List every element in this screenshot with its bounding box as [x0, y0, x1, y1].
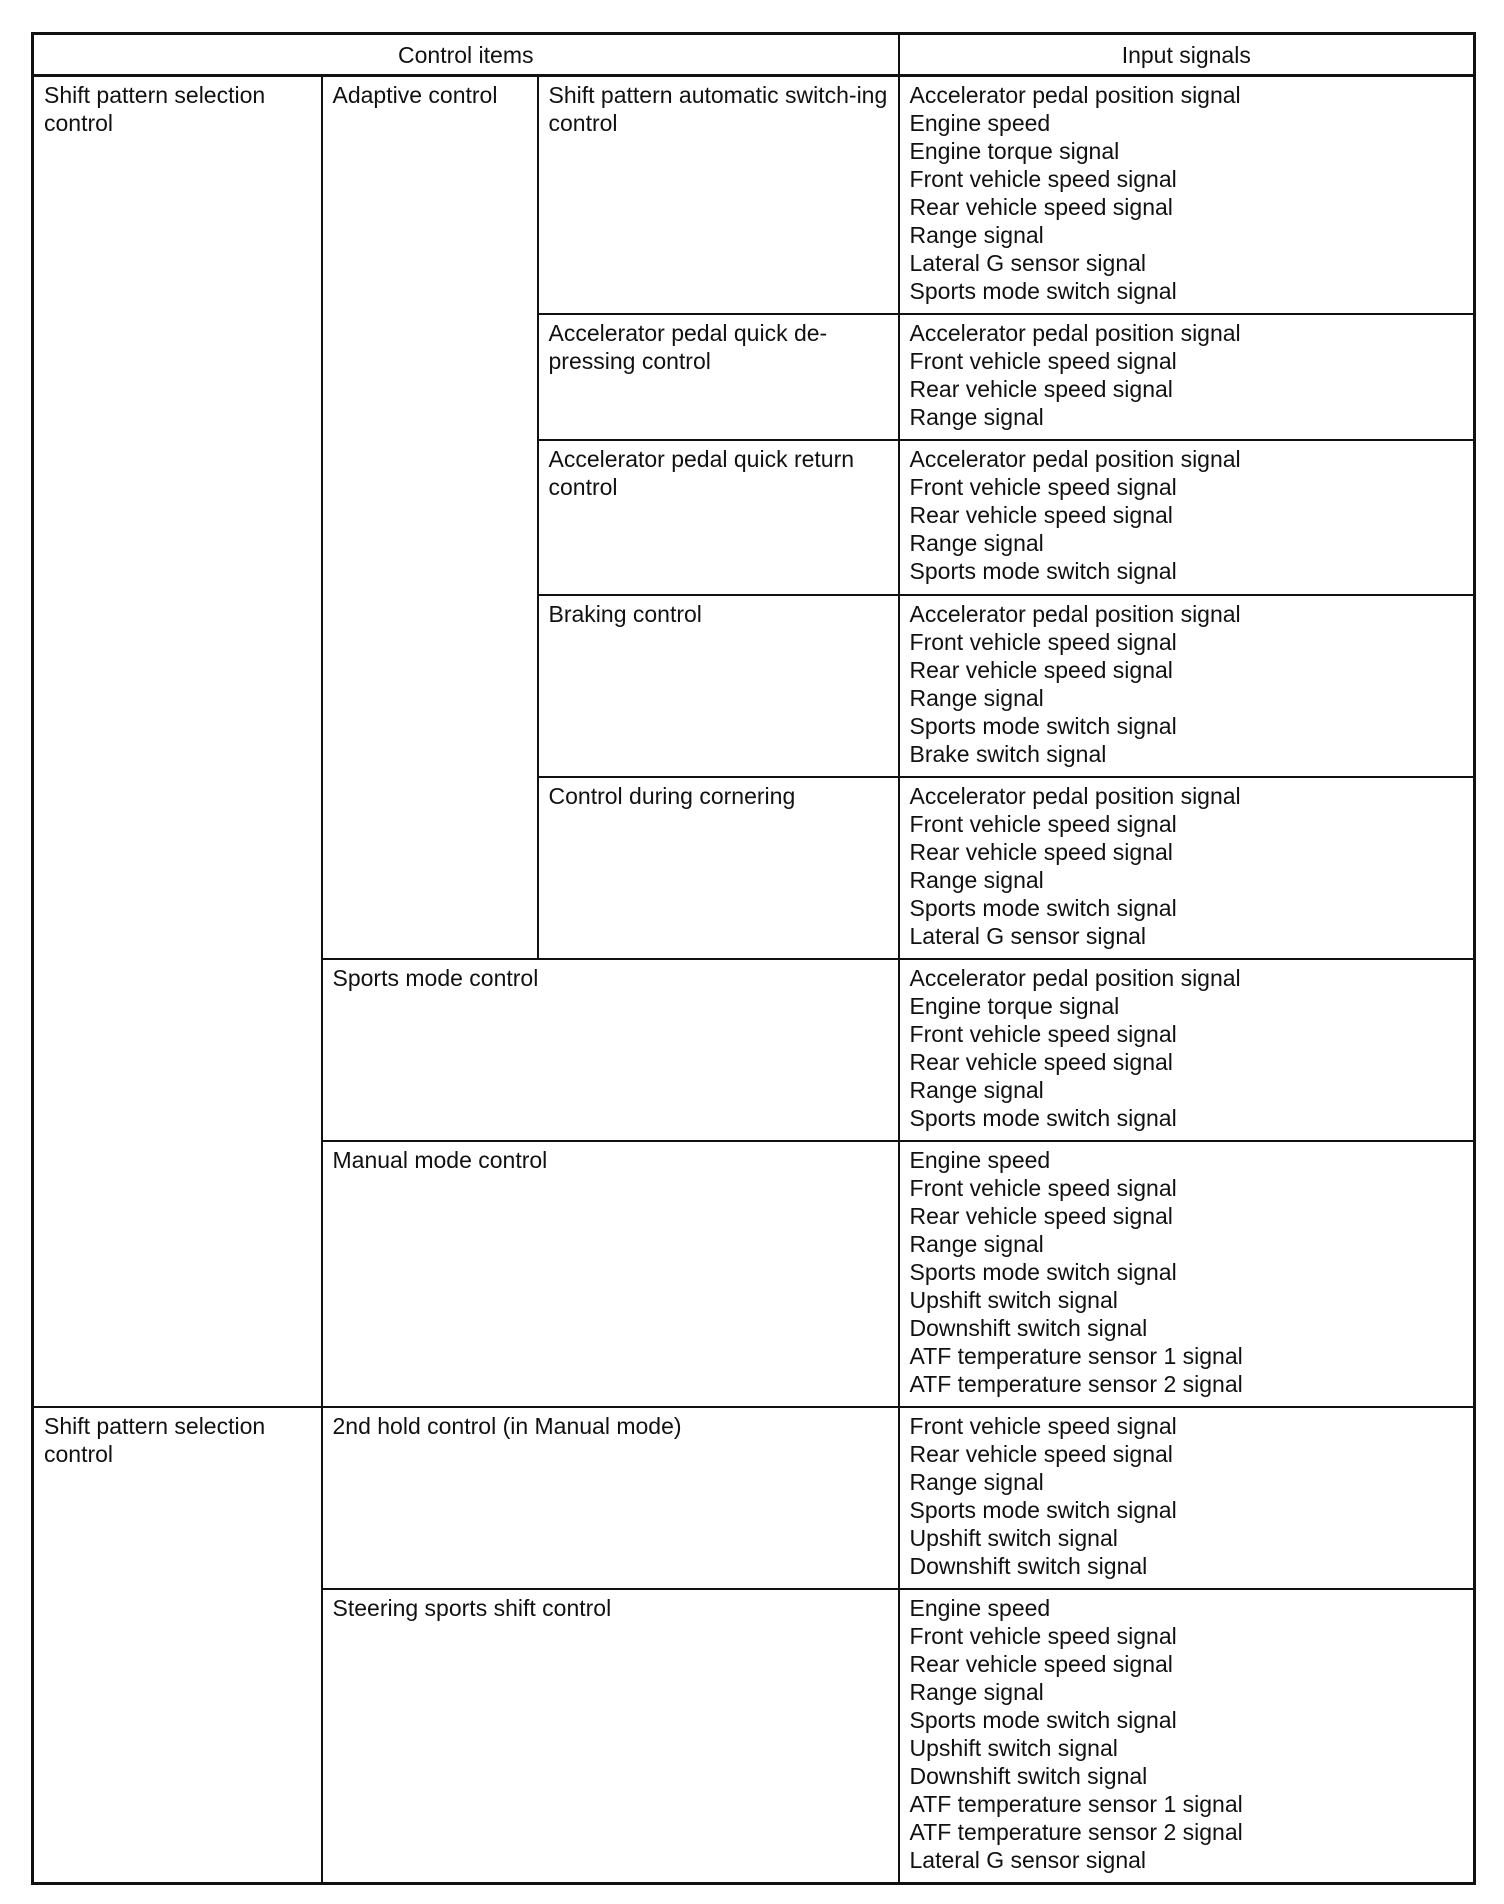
input-signal: ATF temperature sensor 2 signal — [909, 1818, 1243, 1845]
control-item-label: Control during cornering — [548, 782, 796, 809]
input-signal: Lateral G sensor signal — [909, 1846, 1147, 1873]
input-signal: Rear vehicle speed signal — [909, 194, 1173, 220]
input-signal: Sports mode switch signal — [909, 557, 1177, 584]
control-item-cell — [538, 777, 899, 959]
group-label: Shift pattern selection control — [44, 1412, 266, 1467]
signals-cell — [899, 595, 1475, 777]
subgroup-label: Adaptive control — [332, 82, 498, 108]
table-row — [33, 76, 1475, 314]
input-signal: Engine speed — [909, 1594, 1051, 1621]
input-signal: Accelerator pedal position signal — [909, 600, 1241, 627]
input-signal: Sports mode switch signal — [909, 1104, 1177, 1131]
signals-cell — [899, 1589, 1475, 1884]
control-item-label: Braking control — [548, 600, 702, 627]
group-label-cell — [33, 1407, 322, 1884]
signals-cell — [899, 440, 1475, 595]
input-signal: Rear vehicle speed signal — [909, 1202, 1173, 1229]
input-signal: Front vehicle speed signal — [909, 347, 1177, 374]
input-signal: Front vehicle speed signal — [909, 1020, 1177, 1047]
input-signal: Range signal — [909, 1230, 1044, 1257]
input-signal: Downshift switch signal — [909, 1314, 1148, 1341]
input-signal: Downshift switch signal — [909, 1552, 1148, 1579]
input-signal: Range signal — [909, 866, 1044, 893]
control-item-label: Shift pattern automatic switch-ing control — [548, 82, 888, 136]
input-signal: Range signal — [909, 1076, 1044, 1103]
input-signal: Engine speed — [909, 1146, 1051, 1173]
control-input-table — [31, 32, 1476, 1885]
input-signal: Sports mode switch signal — [909, 1706, 1177, 1733]
input-signal: ATF temperature sensor 2 signal — [909, 1370, 1243, 1397]
input-signal: Front vehicle speed signal — [909, 628, 1177, 655]
input-signal: Range signal — [909, 529, 1044, 556]
input-signal: Lateral G sensor signal — [909, 250, 1147, 276]
input-signal: Rear vehicle speed signal — [909, 1048, 1173, 1075]
control-item-label: 2nd hold control (in Manual mode) — [332, 1412, 682, 1439]
subgroup-label-cell — [322, 76, 538, 959]
input-signal: Rear vehicle speed signal — [909, 656, 1173, 683]
group-label-cell — [33, 76, 322, 1407]
input-signal: Downshift switch signal — [909, 1762, 1148, 1789]
input-signal: Range signal — [909, 1678, 1044, 1705]
group-label: Shift pattern selection control — [44, 82, 266, 136]
signals-cell — [899, 1141, 1475, 1407]
table-row — [33, 1407, 1475, 1589]
input-signal: Front vehicle speed signal — [909, 1622, 1177, 1649]
control-item-label: Sports mode control — [332, 964, 539, 991]
input-signal: Accelerator pedal position signal — [909, 319, 1241, 346]
input-signal: Accelerator pedal position signal — [909, 82, 1241, 108]
input-signal: Front vehicle speed signal — [909, 1412, 1177, 1439]
control-item-label: Manual mode control — [332, 1146, 548, 1173]
input-signal: Accelerator pedal position signal — [909, 445, 1241, 472]
input-signal: Range signal — [909, 403, 1044, 430]
input-signal: Sports mode switch signal — [909, 894, 1177, 921]
control-item-label: Accelerator pedal quick de-pressing control — [548, 319, 828, 374]
table-header-row — [33, 34, 1475, 76]
control-item-label: Accelerator pedal quick return control — [548, 445, 855, 500]
input-signal: Range signal — [909, 1468, 1044, 1495]
signals-cell — [899, 959, 1475, 1141]
input-signal: Range signal — [909, 684, 1044, 711]
input-signal: Sports mode switch signal — [909, 712, 1177, 739]
input-signal: Engine torque signal — [909, 992, 1120, 1019]
input-signal: Front vehicle speed signal — [909, 1174, 1177, 1201]
input-signal: Rear vehicle speed signal — [909, 375, 1173, 402]
input-signal: Brake switch signal — [909, 740, 1107, 767]
input-signal: Sports mode switch signal — [909, 1258, 1177, 1285]
input-signal: Engine torque signal — [909, 138, 1120, 164]
control-item-cell — [322, 959, 899, 1141]
input-signal: Rear vehicle speed signal — [909, 1650, 1173, 1677]
control-item-cell — [538, 76, 899, 314]
input-signal: Upshift switch signal — [909, 1524, 1118, 1551]
control-item-cell — [538, 595, 899, 777]
input-signal: Lateral G sensor signal — [909, 922, 1147, 949]
input-signal: Front vehicle speed signal — [909, 166, 1177, 192]
input-signal: Accelerator pedal position signal — [909, 964, 1241, 991]
control-item-label: Steering sports shift control — [332, 1594, 612, 1621]
signals-cell — [899, 314, 1475, 440]
control-item-cell — [538, 440, 899, 595]
input-signal: Accelerator pedal position signal — [909, 782, 1241, 809]
input-signal: Engine speed — [909, 110, 1051, 136]
control-item-cell — [538, 314, 899, 440]
input-signal: ATF temperature sensor 1 signal — [909, 1342, 1243, 1369]
signals-cell — [899, 777, 1475, 959]
input-signal: Sports mode switch signal — [909, 278, 1177, 304]
signals-cell — [899, 76, 1475, 314]
input-signal: Front vehicle speed signal — [909, 473, 1177, 500]
control-item-cell — [322, 1589, 899, 1884]
control-item-cell — [322, 1141, 899, 1407]
header-control-items: Control items — [33, 34, 899, 76]
input-signal: ATF temperature sensor 1 signal — [909, 1790, 1243, 1817]
input-signal: Front vehicle speed signal — [909, 810, 1177, 837]
signals-cell — [899, 1407, 1475, 1589]
control-item-cell — [322, 1407, 899, 1589]
input-signal: Rear vehicle speed signal — [909, 501, 1173, 528]
input-signal: Range signal — [909, 222, 1044, 248]
input-signal: Upshift switch signal — [909, 1286, 1118, 1313]
input-signal: Sports mode switch signal — [909, 1496, 1177, 1523]
input-signal: Rear vehicle speed signal — [909, 838, 1173, 865]
input-signal: Rear vehicle speed signal — [909, 1440, 1173, 1467]
input-signal: Upshift switch signal — [909, 1734, 1118, 1761]
header-input-signals: Input signals — [899, 34, 1475, 76]
